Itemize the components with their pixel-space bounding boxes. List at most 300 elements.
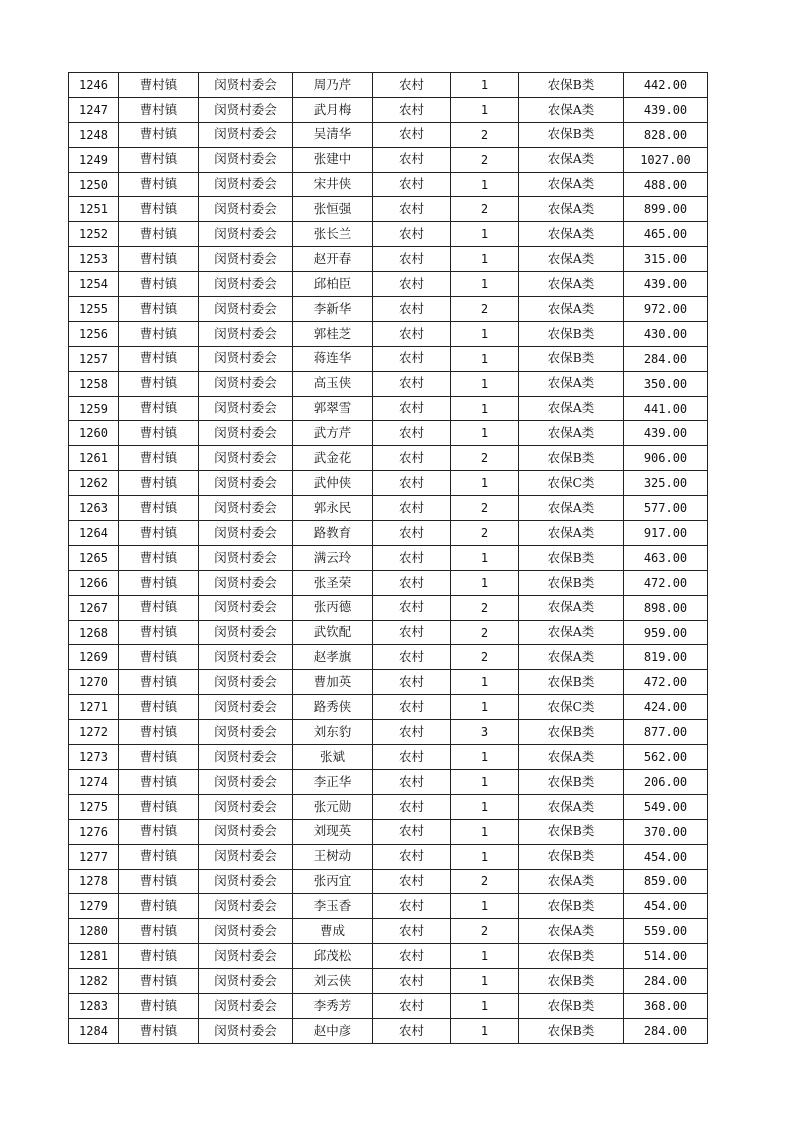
- member-count-cell: 1: [451, 371, 519, 396]
- household-type-cell: 农村: [373, 570, 451, 595]
- insurance-category-cell: 农保A类: [519, 147, 624, 172]
- serial-number-cell: 1258: [69, 371, 119, 396]
- benefit-roster-table: [68, 72, 708, 1044]
- table-row: [69, 172, 708, 197]
- member-count-cell: 1: [451, 969, 519, 994]
- household-type-cell: 农村: [373, 720, 451, 745]
- member-count-cell: 1: [451, 471, 519, 496]
- town-cell: 曹村镇: [119, 247, 199, 272]
- town-cell: 曹村镇: [119, 745, 199, 770]
- serial-number-cell: 1275: [69, 794, 119, 819]
- insurance-category-cell: 农保B类: [519, 570, 624, 595]
- member-count-cell: 1: [451, 1018, 519, 1043]
- member-count-cell: 1: [451, 993, 519, 1018]
- table-row: [69, 421, 708, 446]
- serial-number-cell: 1249: [69, 147, 119, 172]
- serial-number-cell: 1269: [69, 645, 119, 670]
- table-row: [69, 122, 708, 147]
- table-row: [69, 471, 708, 496]
- name-cell: 赵孝旗: [293, 645, 373, 670]
- town-cell: 曹村镇: [119, 894, 199, 919]
- name-cell: 张建中: [293, 147, 373, 172]
- town-cell: 曹村镇: [119, 720, 199, 745]
- serial-number-cell: 1259: [69, 396, 119, 421]
- member-count-cell: 1: [451, 894, 519, 919]
- name-cell: 张圣荣: [293, 570, 373, 595]
- serial-number-cell: 1281: [69, 944, 119, 969]
- insurance-category-cell: 农保A类: [519, 371, 624, 396]
- household-type-cell: 农村: [373, 122, 451, 147]
- insurance-category-cell: 农保A类: [519, 396, 624, 421]
- table-row: [69, 969, 708, 994]
- serial-number-cell: 1250: [69, 172, 119, 197]
- benefit-roster-sheet: [68, 72, 707, 1044]
- member-count-cell: 1: [451, 222, 519, 247]
- household-type-cell: 农村: [373, 645, 451, 670]
- member-count-cell: 2: [451, 446, 519, 471]
- amount-cell: 514.00: [624, 944, 708, 969]
- name-cell: 武仲侠: [293, 471, 373, 496]
- table-row: [69, 670, 708, 695]
- village-committee-cell: 闵贤村委会: [199, 521, 293, 546]
- village-committee-cell: 闵贤村委会: [199, 272, 293, 297]
- name-cell: 邱柏臣: [293, 272, 373, 297]
- serial-number-cell: 1253: [69, 247, 119, 272]
- table-row: [69, 919, 708, 944]
- town-cell: 曹村镇: [119, 993, 199, 1018]
- town-cell: 曹村镇: [119, 670, 199, 695]
- name-cell: 张丙宜: [293, 869, 373, 894]
- member-count-cell: 1: [451, 745, 519, 770]
- serial-number-cell: 1282: [69, 969, 119, 994]
- name-cell: 吴清华: [293, 122, 373, 147]
- household-type-cell: 农村: [373, 695, 451, 720]
- household-type-cell: 农村: [373, 670, 451, 695]
- village-committee-cell: 闵贤村委会: [199, 894, 293, 919]
- serial-number-cell: 1268: [69, 620, 119, 645]
- household-type-cell: 农村: [373, 745, 451, 770]
- serial-number-cell: 1260: [69, 421, 119, 446]
- amount-cell: 454.00: [624, 894, 708, 919]
- insurance-category-cell: 农保C类: [519, 695, 624, 720]
- village-committee-cell: 闵贤村委会: [199, 570, 293, 595]
- table-row: [69, 844, 708, 869]
- insurance-category-cell: 农保A类: [519, 421, 624, 446]
- village-committee-cell: 闵贤村委会: [199, 321, 293, 346]
- amount-cell: 917.00: [624, 521, 708, 546]
- amount-cell: 859.00: [624, 869, 708, 894]
- name-cell: 武月梅: [293, 97, 373, 122]
- table-row: [69, 819, 708, 844]
- household-type-cell: 农村: [373, 769, 451, 794]
- town-cell: 曹村镇: [119, 122, 199, 147]
- member-count-cell: 1: [451, 819, 519, 844]
- amount-cell: 350.00: [624, 371, 708, 396]
- village-committee-cell: 闵贤村委会: [199, 595, 293, 620]
- name-cell: 李新华: [293, 297, 373, 322]
- amount-cell: 441.00: [624, 396, 708, 421]
- household-type-cell: 农村: [373, 471, 451, 496]
- village-committee-cell: 闵贤村委会: [199, 371, 293, 396]
- table-row: [69, 570, 708, 595]
- insurance-category-cell: 农保B类: [519, 819, 624, 844]
- member-count-cell: 2: [451, 620, 519, 645]
- serial-number-cell: 1283: [69, 993, 119, 1018]
- village-committee-cell: 闵贤村委会: [199, 97, 293, 122]
- name-cell: 郭桂芝: [293, 321, 373, 346]
- serial-number-cell: 1279: [69, 894, 119, 919]
- amount-cell: 439.00: [624, 421, 708, 446]
- table-row: [69, 620, 708, 645]
- insurance-category-cell: 农保A类: [519, 197, 624, 222]
- household-type-cell: 农村: [373, 819, 451, 844]
- serial-number-cell: 1277: [69, 844, 119, 869]
- household-type-cell: 农村: [373, 346, 451, 371]
- member-count-cell: 2: [451, 297, 519, 322]
- village-committee-cell: 闵贤村委会: [199, 297, 293, 322]
- town-cell: 曹村镇: [119, 969, 199, 994]
- name-cell: 李秀芳: [293, 993, 373, 1018]
- insurance-category-cell: 农保B类: [519, 844, 624, 869]
- amount-cell: 206.00: [624, 769, 708, 794]
- household-type-cell: 农村: [373, 844, 451, 869]
- member-count-cell: 1: [451, 794, 519, 819]
- insurance-category-cell: 农保B类: [519, 321, 624, 346]
- serial-number-cell: 1256: [69, 321, 119, 346]
- table-row: [69, 545, 708, 570]
- amount-cell: 472.00: [624, 670, 708, 695]
- village-committee-cell: 闵贤村委会: [199, 695, 293, 720]
- insurance-category-cell: 农保A类: [519, 794, 624, 819]
- town-cell: 曹村镇: [119, 819, 199, 844]
- insurance-category-cell: 农保B类: [519, 894, 624, 919]
- name-cell: 郭永民: [293, 496, 373, 521]
- village-committee-cell: 闵贤村委会: [199, 919, 293, 944]
- town-cell: 曹村镇: [119, 496, 199, 521]
- town-cell: 曹村镇: [119, 844, 199, 869]
- member-count-cell: 2: [451, 496, 519, 521]
- household-type-cell: 农村: [373, 1018, 451, 1043]
- insurance-category-cell: 农保B类: [519, 1018, 624, 1043]
- amount-cell: 577.00: [624, 496, 708, 521]
- household-type-cell: 农村: [373, 545, 451, 570]
- amount-cell: 368.00: [624, 993, 708, 1018]
- table-row: [69, 595, 708, 620]
- table-row: [69, 371, 708, 396]
- serial-number-cell: 1257: [69, 346, 119, 371]
- village-committee-cell: 闵贤村委会: [199, 222, 293, 247]
- household-type-cell: 农村: [373, 396, 451, 421]
- amount-cell: 549.00: [624, 794, 708, 819]
- table-row: [69, 645, 708, 670]
- serial-number-cell: 1274: [69, 769, 119, 794]
- insurance-category-cell: 农保A类: [519, 172, 624, 197]
- name-cell: 宋井侠: [293, 172, 373, 197]
- member-count-cell: 2: [451, 197, 519, 222]
- amount-cell: 819.00: [624, 645, 708, 670]
- name-cell: 李玉香: [293, 894, 373, 919]
- village-committee-cell: 闵贤村委会: [199, 993, 293, 1018]
- name-cell: 王树动: [293, 844, 373, 869]
- name-cell: 路教育: [293, 521, 373, 546]
- member-count-cell: 1: [451, 321, 519, 346]
- table-row: [69, 197, 708, 222]
- village-committee-cell: 闵贤村委会: [199, 844, 293, 869]
- amount-cell: 430.00: [624, 321, 708, 346]
- insurance-category-cell: 农保B类: [519, 993, 624, 1018]
- village-committee-cell: 闵贤村委会: [199, 122, 293, 147]
- town-cell: 曹村镇: [119, 446, 199, 471]
- table-row: [69, 496, 708, 521]
- village-committee-cell: 闵贤村委会: [199, 147, 293, 172]
- name-cell: 刘现英: [293, 819, 373, 844]
- village-committee-cell: 闵贤村委会: [199, 969, 293, 994]
- village-committee-cell: 闵贤村委会: [199, 670, 293, 695]
- table-row: [69, 894, 708, 919]
- member-count-cell: 2: [451, 521, 519, 546]
- table-row: [69, 97, 708, 122]
- name-cell: 路秀侠: [293, 695, 373, 720]
- table-row: [69, 745, 708, 770]
- amount-cell: 465.00: [624, 222, 708, 247]
- table-row: [69, 346, 708, 371]
- member-count-cell: 1: [451, 396, 519, 421]
- table-row: [69, 147, 708, 172]
- insurance-category-cell: 农保B类: [519, 545, 624, 570]
- name-cell: 张元勋: [293, 794, 373, 819]
- member-count-cell: 1: [451, 247, 519, 272]
- member-count-cell: 2: [451, 919, 519, 944]
- household-type-cell: 农村: [373, 446, 451, 471]
- table-row: [69, 446, 708, 471]
- amount-cell: 424.00: [624, 695, 708, 720]
- town-cell: 曹村镇: [119, 97, 199, 122]
- amount-cell: 284.00: [624, 346, 708, 371]
- insurance-category-cell: 农保A类: [519, 222, 624, 247]
- amount-cell: 284.00: [624, 1018, 708, 1043]
- town-cell: 曹村镇: [119, 73, 199, 98]
- amount-cell: 559.00: [624, 919, 708, 944]
- name-cell: 张长兰: [293, 222, 373, 247]
- name-cell: 李正华: [293, 769, 373, 794]
- insurance-category-cell: 农保B类: [519, 944, 624, 969]
- village-committee-cell: 闵贤村委会: [199, 172, 293, 197]
- town-cell: 曹村镇: [119, 769, 199, 794]
- town-cell: 曹村镇: [119, 396, 199, 421]
- name-cell: 武钦配: [293, 620, 373, 645]
- village-committee-cell: 闵贤村委会: [199, 197, 293, 222]
- household-type-cell: 农村: [373, 496, 451, 521]
- village-committee-cell: 闵贤村委会: [199, 944, 293, 969]
- member-count-cell: 2: [451, 122, 519, 147]
- insurance-category-cell: 农保B类: [519, 969, 624, 994]
- amount-cell: 442.00: [624, 73, 708, 98]
- village-committee-cell: 闵贤村委会: [199, 396, 293, 421]
- insurance-category-cell: 农保A类: [519, 297, 624, 322]
- amount-cell: 439.00: [624, 97, 708, 122]
- village-committee-cell: 闵贤村委会: [199, 769, 293, 794]
- amount-cell: 898.00: [624, 595, 708, 620]
- household-type-cell: 农村: [373, 595, 451, 620]
- serial-number-cell: 1248: [69, 122, 119, 147]
- table-row: [69, 869, 708, 894]
- insurance-category-cell: 农保C类: [519, 471, 624, 496]
- town-cell: 曹村镇: [119, 1018, 199, 1043]
- village-committee-cell: 闵贤村委会: [199, 720, 293, 745]
- household-type-cell: 农村: [373, 371, 451, 396]
- serial-number-cell: 1263: [69, 496, 119, 521]
- member-count-cell: 1: [451, 545, 519, 570]
- serial-number-cell: 1267: [69, 595, 119, 620]
- town-cell: 曹村镇: [119, 620, 199, 645]
- serial-number-cell: 1246: [69, 73, 119, 98]
- insurance-category-cell: 农保B类: [519, 670, 624, 695]
- table-row: [69, 272, 708, 297]
- member-count-cell: 3: [451, 720, 519, 745]
- member-count-cell: 1: [451, 944, 519, 969]
- serial-number-cell: 1278: [69, 869, 119, 894]
- insurance-category-cell: 农保B类: [519, 346, 624, 371]
- insurance-category-cell: 农保B类: [519, 73, 624, 98]
- village-committee-cell: 闵贤村委会: [199, 496, 293, 521]
- household-type-cell: 农村: [373, 73, 451, 98]
- table-row: [69, 769, 708, 794]
- household-type-cell: 农村: [373, 247, 451, 272]
- household-type-cell: 农村: [373, 794, 451, 819]
- name-cell: 赵开春: [293, 247, 373, 272]
- name-cell: 刘云侠: [293, 969, 373, 994]
- amount-cell: 439.00: [624, 272, 708, 297]
- household-type-cell: 农村: [373, 197, 451, 222]
- household-type-cell: 农村: [373, 421, 451, 446]
- household-type-cell: 农村: [373, 894, 451, 919]
- table-row: [69, 321, 708, 346]
- member-count-cell: 1: [451, 172, 519, 197]
- town-cell: 曹村镇: [119, 919, 199, 944]
- town-cell: 曹村镇: [119, 595, 199, 620]
- town-cell: 曹村镇: [119, 321, 199, 346]
- village-committee-cell: 闵贤村委会: [199, 819, 293, 844]
- table-row: [69, 794, 708, 819]
- member-count-cell: 2: [451, 147, 519, 172]
- town-cell: 曹村镇: [119, 371, 199, 396]
- table-row: [69, 73, 708, 98]
- household-type-cell: 农村: [373, 969, 451, 994]
- amount-cell: 959.00: [624, 620, 708, 645]
- table-row: [69, 993, 708, 1018]
- name-cell: 邱茂松: [293, 944, 373, 969]
- town-cell: 曹村镇: [119, 197, 199, 222]
- name-cell: 张斌: [293, 745, 373, 770]
- name-cell: 武金花: [293, 446, 373, 471]
- name-cell: 周乃芹: [293, 73, 373, 98]
- member-count-cell: 1: [451, 97, 519, 122]
- town-cell: 曹村镇: [119, 297, 199, 322]
- village-committee-cell: 闵贤村委会: [199, 471, 293, 496]
- table-row: [69, 396, 708, 421]
- amount-cell: 488.00: [624, 172, 708, 197]
- member-count-cell: 2: [451, 595, 519, 620]
- amount-cell: 828.00: [624, 122, 708, 147]
- table-row: [69, 695, 708, 720]
- village-committee-cell: 闵贤村委会: [199, 645, 293, 670]
- amount-cell: 899.00: [624, 197, 708, 222]
- serial-number-cell: 1271: [69, 695, 119, 720]
- village-committee-cell: 闵贤村委会: [199, 73, 293, 98]
- insurance-category-cell: 农保B类: [519, 122, 624, 147]
- name-cell: 满云玲: [293, 545, 373, 570]
- member-count-cell: 1: [451, 73, 519, 98]
- member-count-cell: 1: [451, 272, 519, 297]
- village-committee-cell: 闵贤村委会: [199, 869, 293, 894]
- table-body: [69, 73, 708, 1044]
- household-type-cell: 农村: [373, 147, 451, 172]
- amount-cell: 284.00: [624, 969, 708, 994]
- amount-cell: 315.00: [624, 247, 708, 272]
- table-row: [69, 521, 708, 546]
- serial-number-cell: 1255: [69, 297, 119, 322]
- serial-number-cell: 1265: [69, 545, 119, 570]
- household-type-cell: 农村: [373, 869, 451, 894]
- member-count-cell: 2: [451, 869, 519, 894]
- amount-cell: 454.00: [624, 844, 708, 869]
- village-committee-cell: 闵贤村委会: [199, 421, 293, 446]
- amount-cell: 463.00: [624, 545, 708, 570]
- serial-number-cell: 1252: [69, 222, 119, 247]
- household-type-cell: 农村: [373, 97, 451, 122]
- village-committee-cell: 闵贤村委会: [199, 545, 293, 570]
- member-count-cell: 1: [451, 346, 519, 371]
- table-row: [69, 247, 708, 272]
- insurance-category-cell: 农保A类: [519, 745, 624, 770]
- town-cell: 曹村镇: [119, 421, 199, 446]
- village-committee-cell: 闵贤村委会: [199, 446, 293, 471]
- town-cell: 曹村镇: [119, 869, 199, 894]
- member-count-cell: 1: [451, 670, 519, 695]
- serial-number-cell: 1247: [69, 97, 119, 122]
- household-type-cell: 农村: [373, 272, 451, 297]
- serial-number-cell: 1272: [69, 720, 119, 745]
- member-count-cell: 1: [451, 769, 519, 794]
- insurance-category-cell: 农保A类: [519, 869, 624, 894]
- village-committee-cell: 闵贤村委会: [199, 346, 293, 371]
- insurance-category-cell: 农保A类: [519, 496, 624, 521]
- table-row: [69, 297, 708, 322]
- town-cell: 曹村镇: [119, 545, 199, 570]
- town-cell: 曹村镇: [119, 794, 199, 819]
- village-committee-cell: 闵贤村委会: [199, 745, 293, 770]
- name-cell: 刘东豹: [293, 720, 373, 745]
- insurance-category-cell: 农保A类: [519, 645, 624, 670]
- serial-number-cell: 1251: [69, 197, 119, 222]
- name-cell: 高玉侠: [293, 371, 373, 396]
- village-committee-cell: 闵贤村委会: [199, 794, 293, 819]
- serial-number-cell: 1273: [69, 745, 119, 770]
- serial-number-cell: 1276: [69, 819, 119, 844]
- household-type-cell: 农村: [373, 993, 451, 1018]
- member-count-cell: 1: [451, 421, 519, 446]
- town-cell: 曹村镇: [119, 645, 199, 670]
- serial-number-cell: 1261: [69, 446, 119, 471]
- town-cell: 曹村镇: [119, 272, 199, 297]
- insurance-category-cell: 农保A类: [519, 272, 624, 297]
- table-row: [69, 1018, 708, 1043]
- name-cell: 张丙德: [293, 595, 373, 620]
- table-row: [69, 944, 708, 969]
- town-cell: 曹村镇: [119, 521, 199, 546]
- serial-number-cell: 1264: [69, 521, 119, 546]
- town-cell: 曹村镇: [119, 695, 199, 720]
